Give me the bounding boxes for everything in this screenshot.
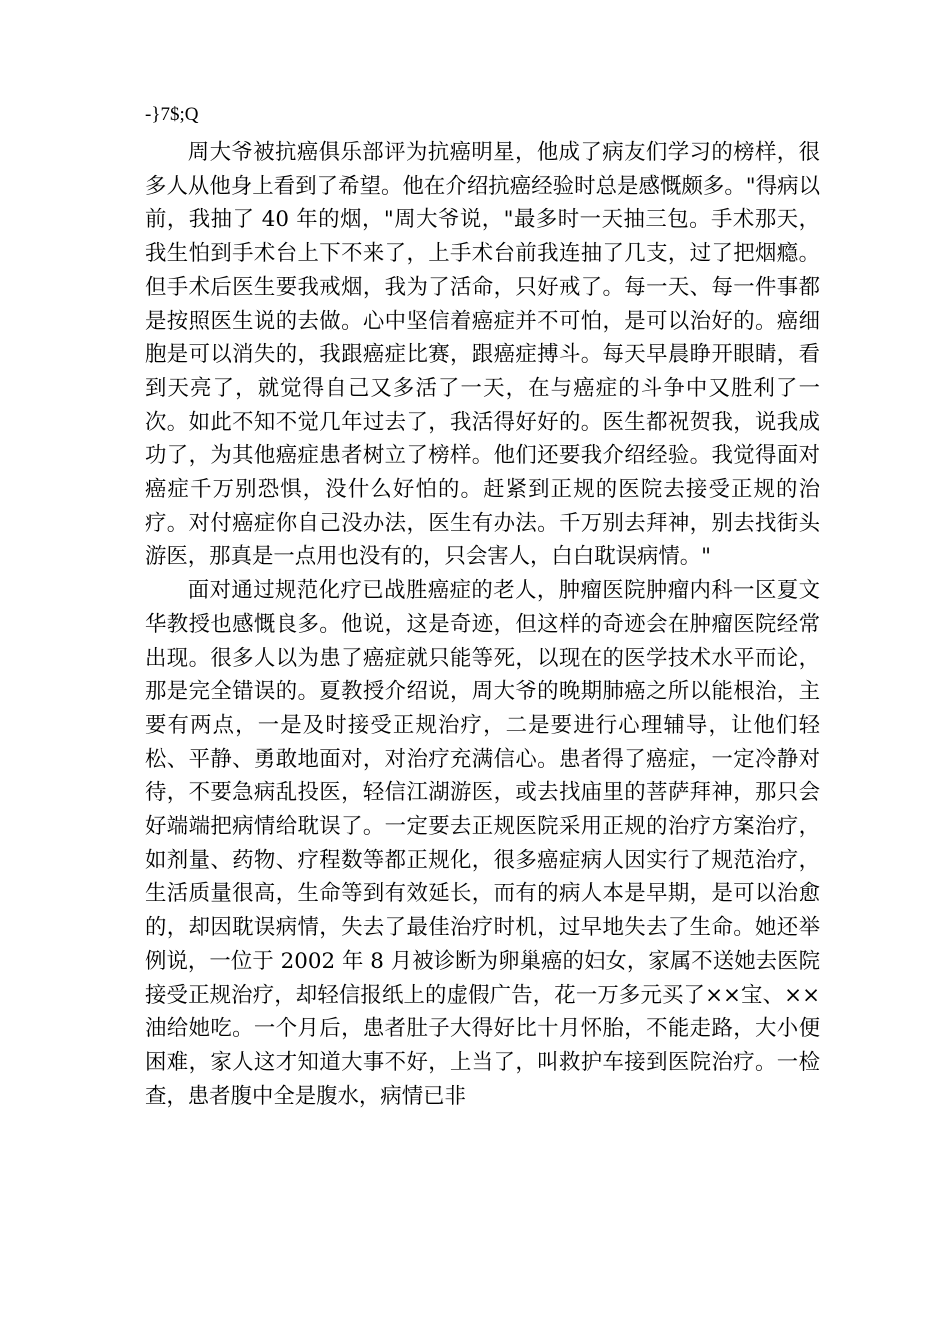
paragraph-2: 面对通过规范化疗已战胜癌症的老人，肿瘤医院肿瘤内科一区夏文华教授也感慨良多。他说，这是奇迹，但这样的奇迹会在肿瘤医院经常出现。很多人以为患了癌症就只能等死，以现在的医学技术水平而论，那是完全错误的。夏教授介绍说，周大爷的晚期肺癌之所以能根治，主要有两点，一是及时接受正规治疗，二是要进行心理辅导，让他们轻松、平静、勇敢地面对，对治疗充满信心。患者得了癌症，一定冷静对待，不要急病乱投医，轻信江湖游医，或去找庙里的菩萨拜神，那只会好端端把病情给耽误了。一定要去正规医院采用正规的治疗方案治疗，如剂量、药物、疗程数等都正规化，很多癌症病人因实行了规范治疗，生活质量很高，生命等到有效延长，而有的病人本是早期，是可以治愈的，却因耽误病情，失去了最佳治疗时机，过早地失去了生命。她还举例说，一位于 2002 年 8 月被诊断为卵巢癌的妇女，家属不送她去医院接受正规治疗，却轻信报纸上的虚假广告，花一万多元买了××宝、××油给她吃。一个月后，患者肚子大得好比十月怀胎，不能走路，大小便困难，家人这才知道大事不好，上当了，叫救护车接到医院治疗。一检查，患者腹中全是腹水，病情已非 — [145, 578, 820, 1109]
paragraph-1: 周大爷被抗癌俱乐部评为抗癌明星，他成了病友们学习的榜样，很多人从他身上看到了希望。他在介绍抗癌经验时总是感慨颇多。"得病以前，我抽了 40 年的烟，"周大爷说，"最多时一天抽三包。手术那天，我生怕到手术台上下不来了，上手术台前我连抽了几支，过了把烟瘾。但手术后医生要我戒烟，我为了活命，只好戒了。每一天、每一件事都是按照医生说的去做。心中坚信着癌症并不可怕，是可以治好的。癌细胞是可以消失的，我跟癌症比赛，跟癌症搏斗。每天早晨睁开眼睛，看到天亮了，就觉得自己又多活了一天，在与癌症的斗争中又胜利了一次。如此不知不觉几年过去了，我活得好好的。医生都祝贺我，说我成功了，为其他癌症患者树立了榜样。他们还要我介绍经验。我觉得面对癌症千万别恐惧，没什么好怕的。赶紧到正规的医院去接受正规的治疗。对付癌症你自己没办法，医生有办法。千万别去拜神，别去找街头游医，那真是一点用也没有的，只会害人，白白耽误病情。" — [145, 140, 820, 570]
header-code: -}7$;Q — [145, 104, 199, 125]
article-body — [145, 136, 820, 1113]
